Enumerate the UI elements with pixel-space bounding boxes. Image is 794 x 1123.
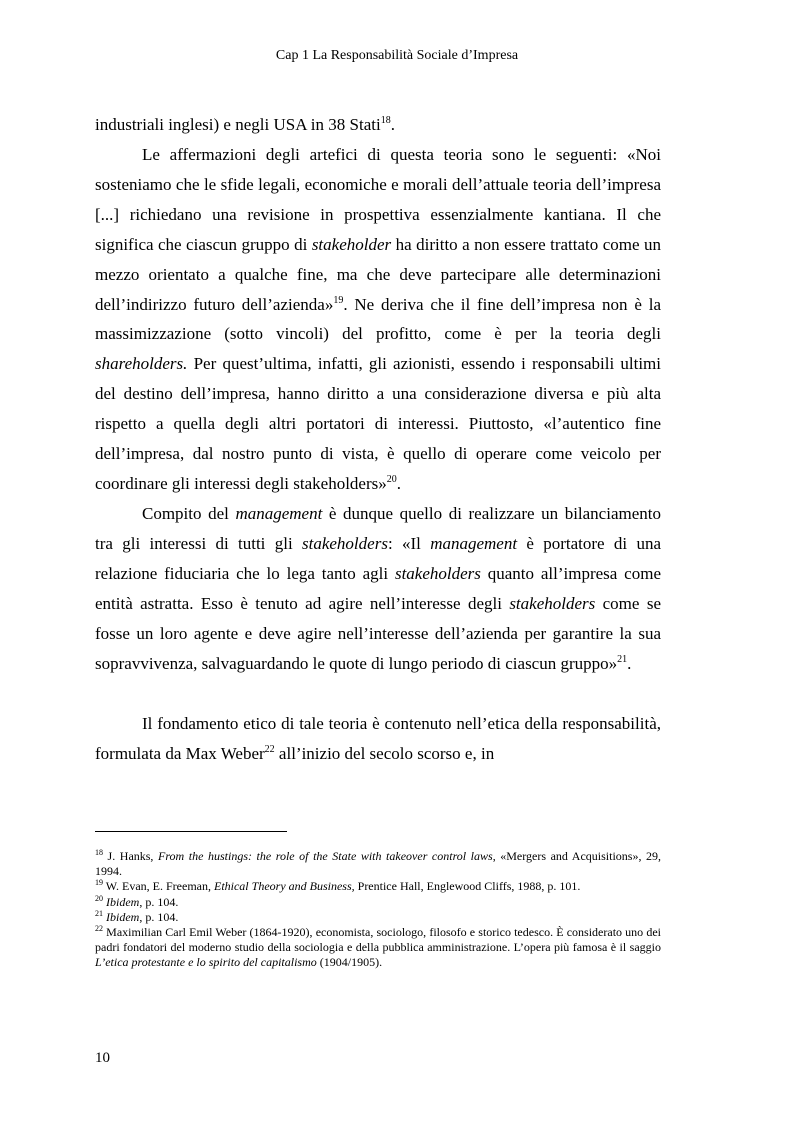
p2-italic-1: stakeholder [311, 234, 392, 254]
p4-text-a: Il fondamento etico di tale teoria è contenuto nell’etica della responsabilità, formulata da Max Weber [95, 714, 661, 763]
paragraph-2 [95, 140, 661, 499]
footnotes [95, 849, 661, 971]
footnote-number: 22 [95, 924, 103, 934]
footnote-18 [95, 849, 661, 879]
p3-text-e: quanto all’impresa come entità astratta. Esso è tenuto ad agire nell’interesse degli [95, 563, 661, 613]
footnote-text: J. Hanks, [103, 849, 158, 863]
p3-italic-4: stakeholders [394, 563, 481, 583]
footnote-title: Ethical Theory and Business, [213, 879, 355, 894]
page-number: 10 [95, 1050, 110, 1066]
footnote-number: 20 [95, 893, 103, 903]
footnote-text: , p. 104. [139, 894, 179, 909]
p3-italic-2: stakeholders [302, 533, 388, 553]
footnote-text: , p. 104. [139, 909, 179, 924]
p2-italic-2: shareholders. [95, 354, 188, 374]
footnote-text: W. Evan, E. Freeman, [103, 879, 214, 894]
footnote-19 [95, 879, 661, 894]
p2-text-b: ha diritto a non essere trattato come un mezzo orientato a qualche fine, ma che deve partecipare alle determinazioni dell’indirizzo futuro dell’azienda» [95, 234, 661, 314]
footnote-ref-19[interactable]: 19 [333, 294, 344, 306]
p1-text-b: . [390, 115, 395, 134]
footnote-number: 18 [95, 848, 103, 857]
footnote-text: , «Mergers and Acquisitions», 29, 1994. [95, 849, 662, 879]
p3-text-a: Compito del [142, 504, 236, 523]
footnote-22 [95, 925, 661, 971]
footnote-ref-20[interactable]: 20 [386, 473, 397, 485]
p2-text-e: . [396, 473, 401, 493]
footnote-number: 21 [95, 908, 103, 918]
p3-text-g: . [627, 653, 632, 673]
p3-italic-1: management [235, 504, 323, 523]
p2-text-d: Per quest’ultima, infatti, gli azionisti, essendo i responsabili ultimi del destino dell’impresa, hanno diritto a una considerazione diversa e più alta rispetto a quella degli altri portatori di interessi. Piuttosto, «l’autentico fine dell’impresa, dal nostro punto di vista, è quello di operare come veicolo per coordinare gli interessi degli stakeholders» [95, 354, 661, 493]
footnote-ref-18[interactable]: 18 [380, 115, 391, 126]
footnote-separator [95, 831, 287, 832]
p2-text-c: . Ne deriva che il fine dell’impresa non è la massimizzazione (sotto vincoli) del profitto, come è per la teoria degli [95, 294, 661, 344]
footnote-ref-21[interactable]: 21 [617, 653, 628, 665]
footnote-21 [95, 910, 661, 925]
p4-text-b: all’inizio del secolo scorso e, in [274, 743, 495, 763]
footnote-text: Maximilian Carl Emil Weber (1864-1920), economista, sociologo, filosofo e storico tedesco. È considerato uno dei padri fondatori del moderno studio della sociologia e della pubblica amministrazione. L’opera più famosa è il saggio [95, 925, 661, 955]
paragraph-1 [95, 110, 661, 140]
paragraph-4 [95, 709, 661, 769]
p3-text-d: è portatore di una relazione fiduciaria che lo lega tanto agli [95, 533, 662, 583]
footnote-text: Prentice Hall, Englewood Cliffs, 1988, p. 101. [354, 879, 581, 894]
footnote-ref-22[interactable]: 22 [264, 743, 275, 755]
p3-italic-3: management [430, 533, 518, 553]
p2-text-a: Le affermazioni degli artefici di questa teoria sono le seguenti: «Noi sosteniamo che le sfide legali, economiche e morali dell’attuale teoria dell’impresa [...] richiedano una revisione in prospettiva essenzialmente kantiana. Il che significa che ciascun gruppo di [95, 145, 661, 254]
footnote-number: 19 [95, 878, 103, 888]
footnote-title: Ibidem [106, 909, 140, 924]
p3-text-f: come se fosse un loro agente e deve agire nell’interesse dell’azienda per garantire la sua sopravvivenza, salvaguardando le quote di lungo periodo di ciascun gruppo» [95, 593, 661, 673]
footnote-title: L’etica protestante e lo spirito del capitalismo [95, 955, 317, 970]
footnote-title: From the hustings: the role of the State with takeover control laws [158, 849, 493, 863]
p3-text-c: : «Il [387, 533, 431, 553]
paragraph-3 [95, 499, 661, 678]
p1-text-a: industriali inglesi) e negli USA in 38 Stati [95, 115, 381, 134]
p3-text-b: è dunque quello di realizzare un bilanciamento tra gli interessi di tutti gli [95, 504, 661, 553]
footnote-text: (1904/1905). [316, 955, 383, 970]
footnote-20 [95, 895, 661, 910]
p3-italic-5: stakeholders [509, 593, 596, 613]
footnote-title: Ibidem [106, 894, 140, 909]
running-header: Cap 1 La Responsabilità Sociale d’Impresa [275, 48, 519, 63]
